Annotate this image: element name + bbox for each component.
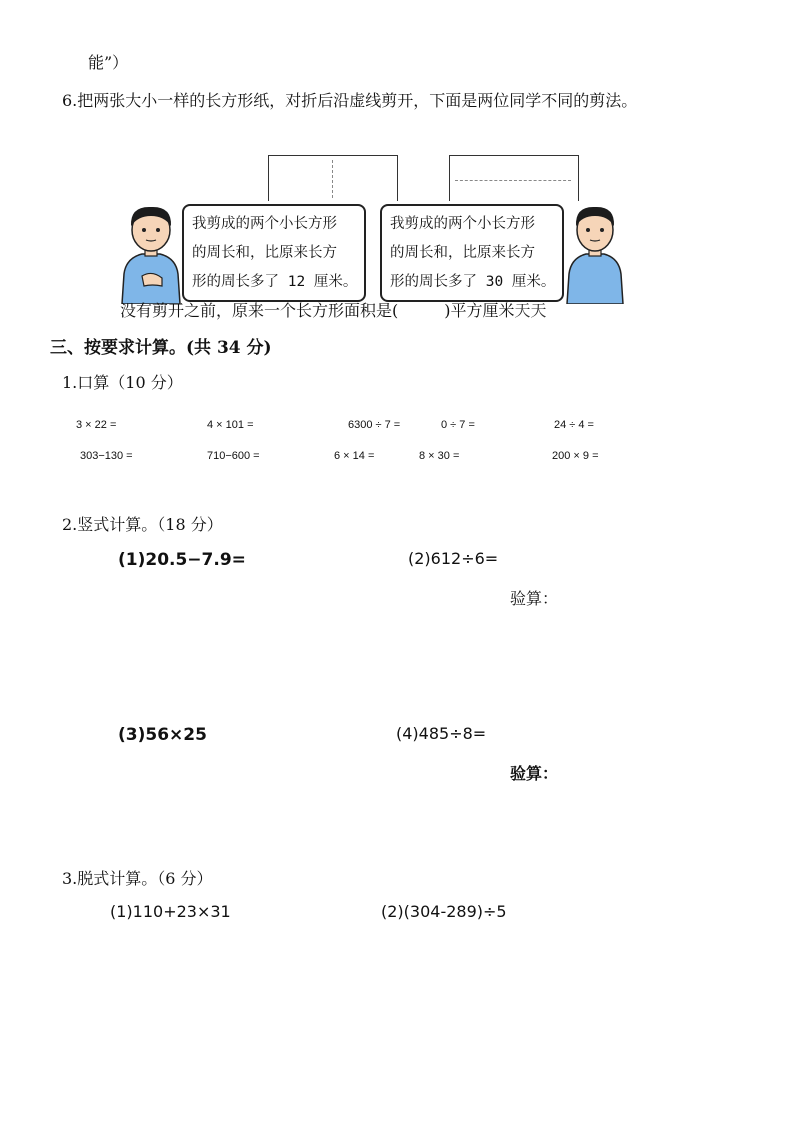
left-paper-sheet [268, 155, 398, 201]
oral-item-9: 8 × 30 = [419, 450, 460, 462]
oral-item-1: 3 × 22 = [76, 419, 117, 431]
check-label-1: 验算： [510, 589, 559, 608]
right-bubble-line-2: 的周长和，比原来长方 [390, 245, 535, 261]
left-bubble-line-1: 我剪成的两个小长方形 [192, 216, 337, 232]
continuation-text: 能”） [88, 53, 129, 72]
oral-calc-title: 1.口算（10 分） [62, 373, 183, 392]
vertical-calc-title: 2.竖式计算。（18 分） [62, 515, 223, 534]
right-bubble-line-3: 形的周长多了 30 厘米。 [390, 274, 556, 290]
oral-item-8: 6 × 14 = [334, 450, 375, 462]
right-speech-bubble [380, 204, 564, 302]
stepwise-problem-2: (2)(304-289)÷5 [381, 902, 507, 921]
area-question-suffix: )平方厘米 [444, 301, 515, 320]
right-bubble-line-1: 我剪成的两个小长方形 [390, 216, 535, 232]
oral-item-4: 0 ÷ 7 = [441, 419, 475, 431]
area-question-prefix: 没有剪开之前，原来一个长方形面积是( [120, 301, 399, 320]
stepwise-calc-title: 3.脱式计算。（6 分） [62, 869, 213, 888]
oral-item-3: 6300 ÷ 7 = [348, 419, 401, 431]
horizontal-cut-line [455, 180, 571, 181]
oral-item-5: 24 ÷ 4 = [554, 419, 594, 431]
vertical-problem-2: (2)612÷6= [408, 549, 499, 568]
vertical-problem-4: (4)485÷8= [396, 724, 487, 743]
right-boy-illustration [564, 200, 626, 304]
left-bubble-line-2: 的周长和，比原来长方 [192, 245, 337, 261]
section-3-heading: 三、按要求计算。(共 34 分) [50, 338, 272, 358]
left-bubble-line-3: 形的周长多了 12 厘米。 [192, 274, 358, 290]
check-label-2: 验算： [510, 764, 559, 783]
watermark-text: 天天 [514, 301, 547, 320]
left-speech-bubble [182, 204, 366, 302]
vertical-cut-line [332, 160, 333, 198]
stepwise-problem-1: (1)110+23×31 [110, 902, 231, 921]
oral-item-2: 4 × 101 = [207, 419, 254, 431]
oral-item-10: 200 × 9 = [552, 450, 599, 462]
right-paper-sheet [449, 155, 579, 201]
question-6-text: 6.把两张大小一样的长方形纸，对折后沿虚线剪开，下面是两位同学不同的剪法。 [62, 91, 638, 110]
left-boy-illustration [118, 200, 184, 304]
oral-item-6: 303−130 = [80, 450, 133, 462]
area-question-line [120, 298, 547, 321]
vertical-problem-1: (1)20.5−7.9= [118, 550, 246, 570]
oral-item-7: 710−600 = [207, 450, 260, 462]
vertical-problem-3: (3)56×25 [118, 725, 207, 745]
